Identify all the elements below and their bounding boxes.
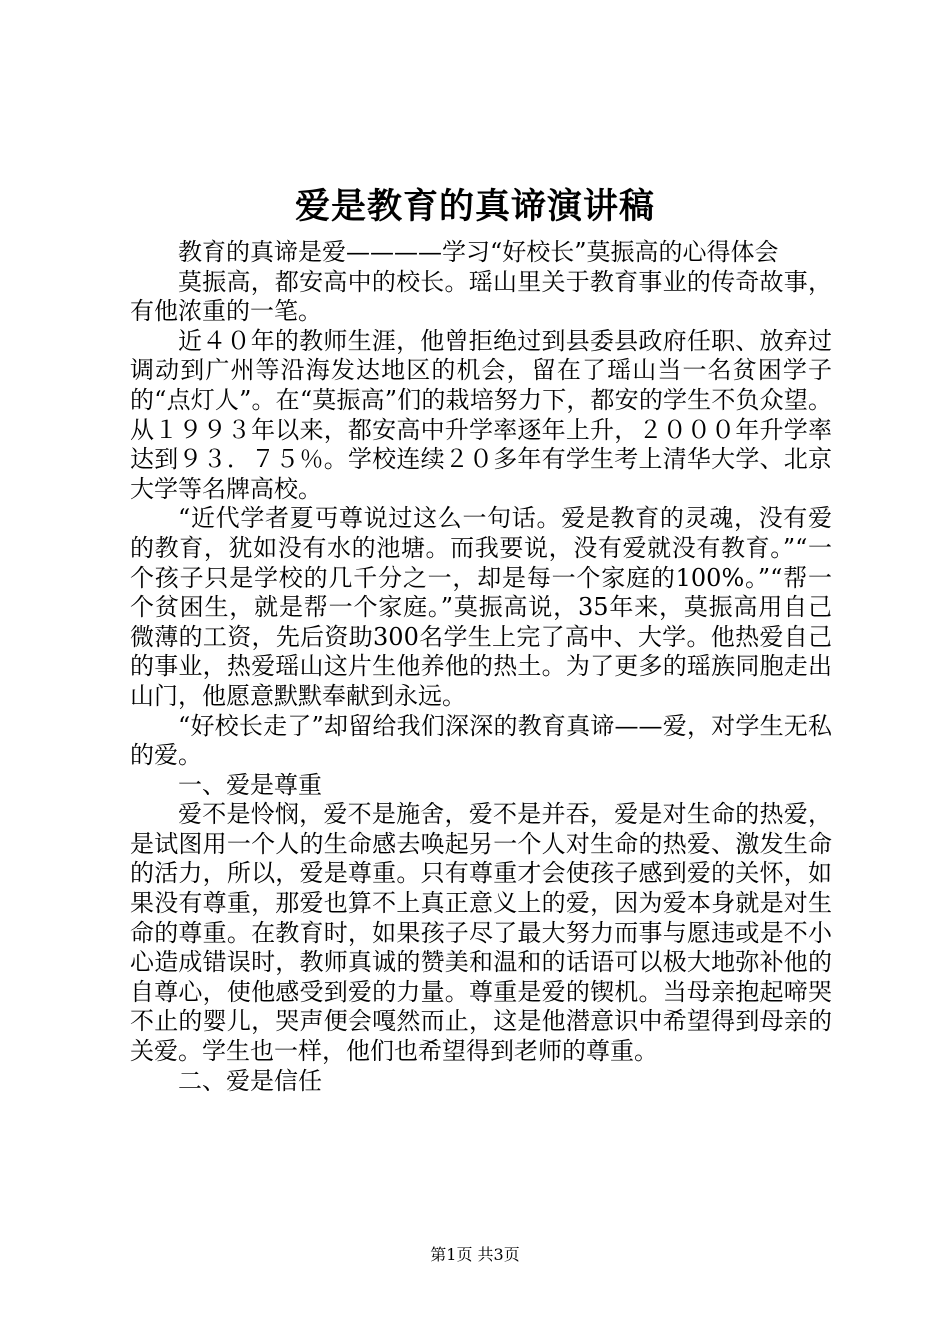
- page-footer: 第1页 共3页: [430, 1245, 520, 1264]
- paragraph-subtitle: 教育的真谛是爱————学习“好校长”莫振高的心得体会: [178, 238, 779, 266]
- paragraph-intro: 莫振高，都安高中的校长。瑶山里关于教育事业的传奇故事，有他浓重的一笔。: [130, 267, 832, 326]
- section-heading-respect: 一、爱是尊重: [178, 770, 322, 799]
- paragraph-respect: 爱不是怜悯，爱不是施舍，爱不是并吞，爱是对生命的热爱，是试图用一个人的生命感去唤起另一个人对生命的热爱、激发生命的活力，所以，爱是尊重。只有尊重才会使孩子感到爱的关怀，如果没有尊重，那爱也算不上真正意义上的爱，因为爱本身就是对生命的尊重。在教育时，如果孩子尽了最大努力而事与愿违或是不小心造成错误时，教师真诚的赞美和温和的话语可以极大地弥补他的自尊心，使他感受到爱的力量。尊重是爱的锲机。当母亲抱起啼哭不止的婴儿，哭声便会嘎然而止，这是他潜意识中希望得到母亲的关爱。学生也一样，他们也希望得到老师的尊重。: [130, 800, 832, 1066]
- paragraph-career: 近４０年的教师生涯，他曾拒绝过到县委县政府任职、放弃过调动到广州等沿海发达地区的机会，留在了瑶山当一名贫困学子的“点灯人”。在“莫振高”们的栽培努力下，都安的学生不负众望。从１９９３年以来，都安高中升学率逐年上升，２０００年升学率达到９３．７５％。学校连续２０多年有学生考上清华大学、北京大学等名牌高校。: [130, 326, 832, 503]
- paragraph-legacy: “好校长走了”却留给我们深深的教育真谛——爱，对学生无私的爱。: [130, 711, 832, 770]
- document-title: 爱是教育的真谛演讲稿: [294, 186, 655, 227]
- paragraph-quote: “近代学者夏丏尊说过这么一句话。爱是教育的灵魂，没有爱的教育，犹如没有水的池塘。而我要说，没有爱就没有教育。”“一个孩子只是学校的几千分之一，却是每一个家庭的100%。”“帮一个贫困生，就是帮一个家庭。”莫振高说，35年来，莫振高用自己微薄的工资，先后资助300名学生上完了高中、大学。他热爱自己的事业，热爱瑶山这片生他养他的热土。为了更多的瑶族同胞走出山门，他愿意默默奉献到永远。: [130, 504, 832, 710]
- section-heading-trust: 二、爱是信任: [178, 1066, 322, 1095]
- document-body: [130, 238, 832, 1096]
